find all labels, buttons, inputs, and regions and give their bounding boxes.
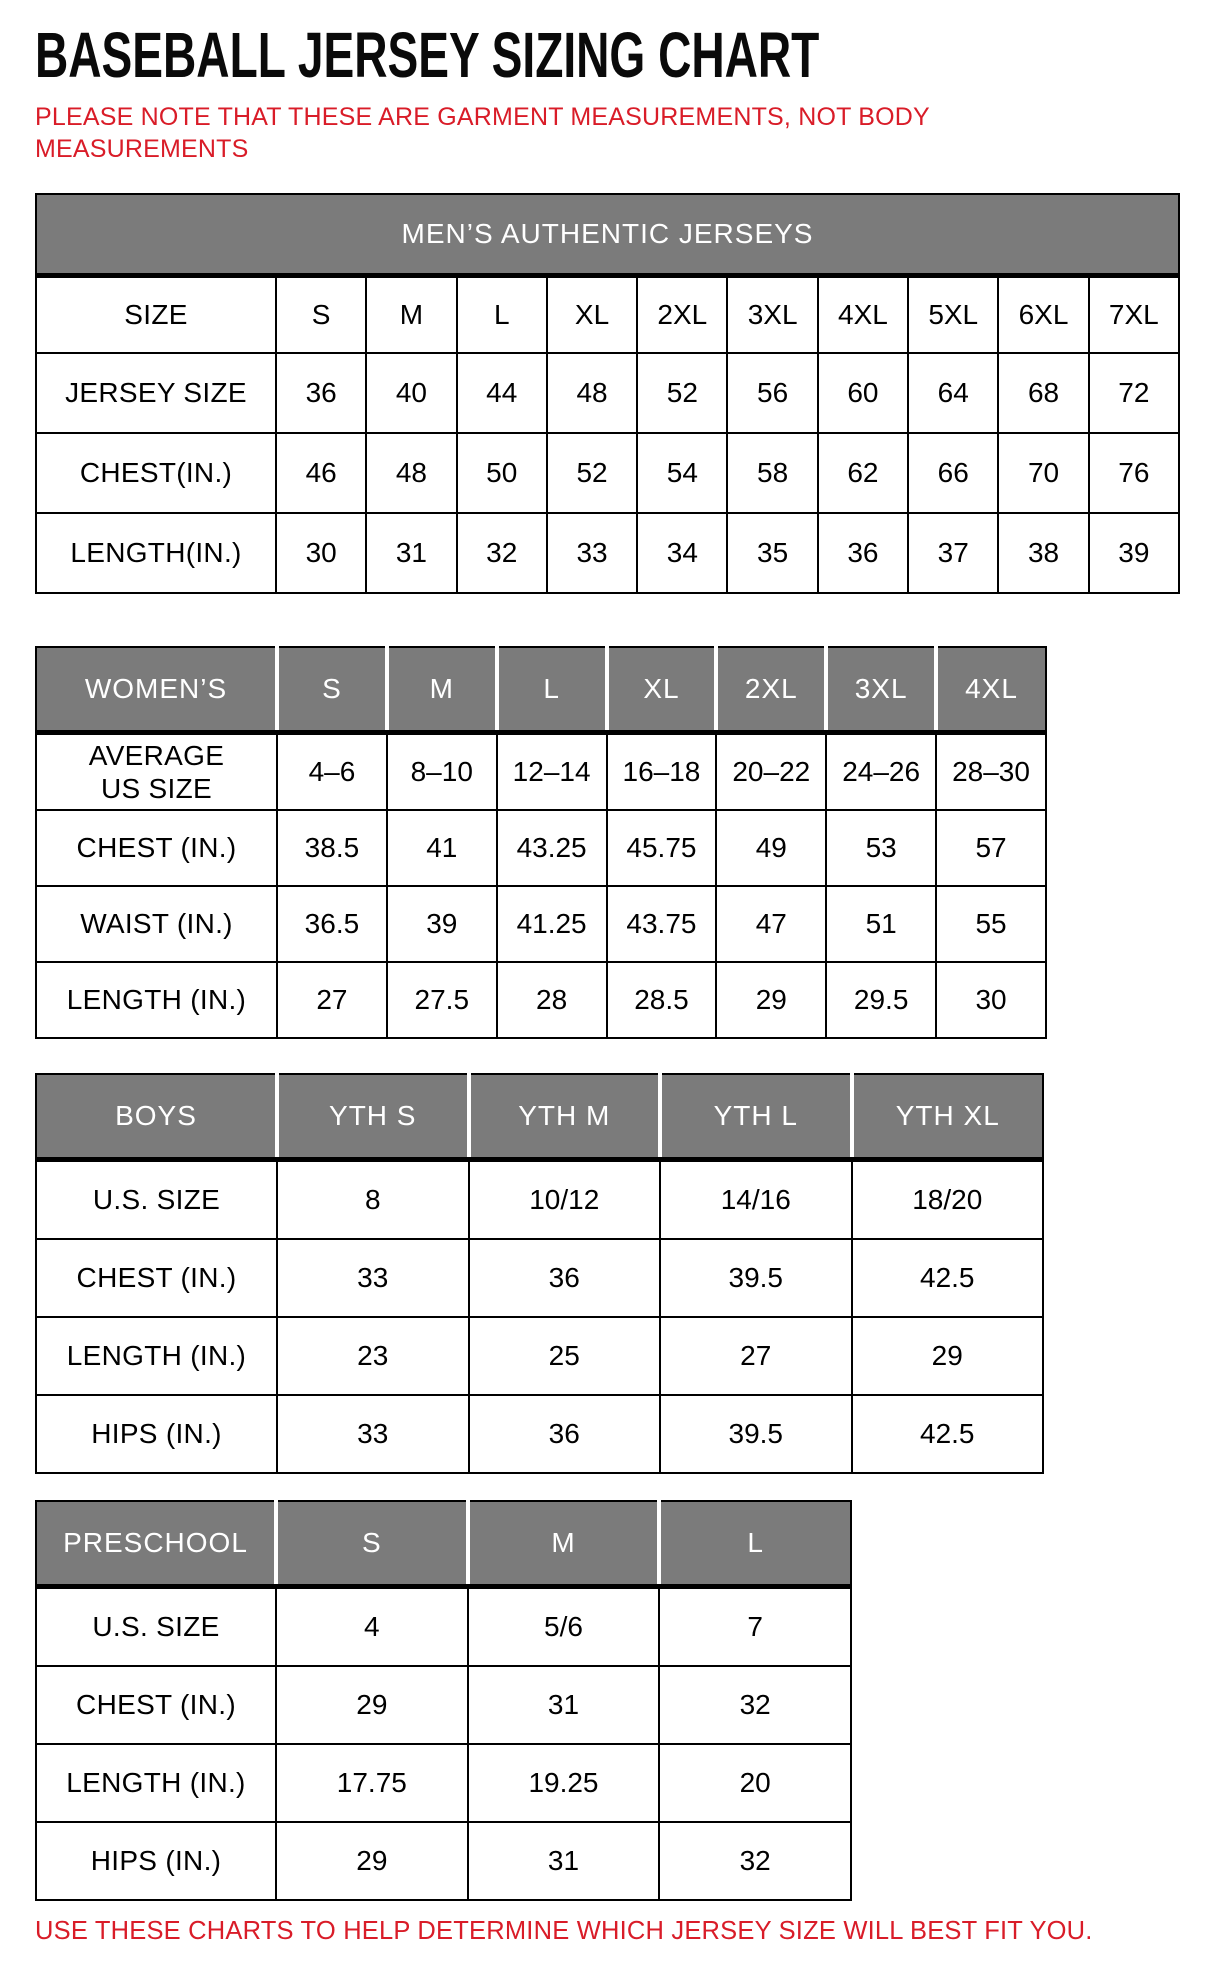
column-header: L (497, 647, 607, 733)
value-cell: 39.5 (660, 1395, 852, 1473)
value-cell: 24–26 (826, 733, 936, 811)
value-cell: 57 (936, 810, 1046, 886)
value-cell: 38.5 (277, 810, 387, 886)
value-cell: 40 (366, 353, 456, 433)
value-cell: 42.5 (852, 1395, 1044, 1473)
value-cell: 35 (727, 513, 817, 593)
column-header: YTH L (660, 1074, 852, 1160)
page-title: BASEBALL JERSEY SIZING CHART (35, 19, 820, 91)
row-label: HIPS (IN.) (36, 1822, 276, 1900)
mens-length-row (36, 513, 1179, 593)
row-label: U.S. SIZE (36, 1160, 277, 1240)
value-cell: 47 (716, 886, 826, 962)
value-cell: 32 (457, 513, 547, 593)
value-cell: 76 (1089, 433, 1179, 513)
row-label: LENGTH (IN.) (36, 962, 277, 1038)
column-header: L (659, 1501, 851, 1587)
value-cell: 51 (826, 886, 936, 962)
value-cell: 36 (469, 1395, 661, 1473)
value-cell: 66 (908, 433, 998, 513)
value-cell: 39 (1089, 513, 1179, 593)
column-header: 7XL (1089, 276, 1179, 354)
mens-column-header-row (36, 276, 1179, 354)
value-cell: 29 (716, 962, 826, 1038)
value-cell: 68 (998, 353, 1088, 433)
value-cell: 60 (818, 353, 908, 433)
value-cell: 58 (727, 433, 817, 513)
value-cell: 50 (457, 433, 547, 513)
row-label: CHEST (IN.) (36, 1239, 277, 1317)
row-label-text: AVERAGE US SIZE (88, 739, 225, 805)
value-cell: 36 (276, 353, 366, 433)
preschool-banner: PRESCHOOL (36, 1501, 276, 1587)
mens-banner: MEN’S AUTHENTIC JERSEYS (36, 194, 1179, 276)
value-cell: 72 (1089, 353, 1179, 433)
value-cell: 14/16 (660, 1160, 852, 1240)
boys-length-row (36, 1317, 1043, 1395)
row-label: CHEST (IN.) (36, 1666, 276, 1744)
value-cell: 44 (457, 353, 547, 433)
value-cell: 28 (497, 962, 607, 1038)
value-cell: 5/6 (468, 1587, 660, 1667)
value-cell: 48 (547, 353, 637, 433)
womens-waist-row (36, 886, 1046, 962)
value-cell: 41 (387, 810, 497, 886)
value-cell: 43.75 (607, 886, 717, 962)
value-cell: 18/20 (852, 1160, 1044, 1240)
value-cell: 45.75 (607, 810, 717, 886)
value-cell: 12–14 (497, 733, 607, 811)
row-label: HIPS (IN.) (36, 1395, 277, 1473)
value-cell: 29.5 (826, 962, 936, 1038)
value-cell: 55 (936, 886, 1046, 962)
value-cell: 32 (659, 1822, 851, 1900)
value-cell: 19.25 (468, 1744, 660, 1822)
value-cell: 20 (659, 1744, 851, 1822)
mens-chest-row (36, 433, 1179, 513)
mens-jersey-size-row (36, 353, 1179, 433)
value-cell: 30 (276, 513, 366, 593)
value-cell: 62 (818, 433, 908, 513)
column-header: 4XL (818, 276, 908, 354)
row-label: CHEST(IN.) (36, 433, 276, 513)
column-header: S (277, 647, 387, 733)
value-cell: 39.5 (660, 1239, 852, 1317)
column-header: 4XL (936, 647, 1046, 733)
value-cell: 36 (469, 1239, 661, 1317)
row-label: LENGTH (IN.) (36, 1744, 276, 1822)
value-cell: 54 (637, 433, 727, 513)
value-cell: 70 (998, 433, 1088, 513)
value-cell: 31 (366, 513, 456, 593)
value-cell: 33 (547, 513, 637, 593)
column-header: 2XL (637, 276, 727, 354)
value-cell: 29 (852, 1317, 1044, 1395)
row-label: JERSEY SIZE (36, 353, 276, 433)
preschool-us-size-row (36, 1587, 851, 1667)
value-cell: 4–6 (277, 733, 387, 811)
mens-sizing-table (35, 193, 1180, 594)
row-label: WAIST (IN.) (36, 886, 277, 962)
row-label: U.S. SIZE (36, 1587, 276, 1667)
value-cell: 36 (818, 513, 908, 593)
value-cell: 33 (277, 1395, 469, 1473)
value-cell: 41.25 (497, 886, 607, 962)
column-header: YTH M (469, 1074, 661, 1160)
value-cell: 38 (998, 513, 1088, 593)
row-label: LENGTH(IN.) (36, 513, 276, 593)
value-cell: 8–10 (387, 733, 497, 811)
column-header: 3XL (727, 276, 817, 354)
preschool-hips-row (36, 1822, 851, 1900)
column-header: L (457, 276, 547, 354)
value-cell: 48 (366, 433, 456, 513)
value-cell: 49 (716, 810, 826, 886)
preschool-banner-row (36, 1501, 851, 1587)
garment-note-line-1: PLEASE NOTE THAT THESE ARE GARMENT MEASUREMENTS, NOT BODY (35, 103, 930, 132)
column-header: 6XL (998, 276, 1088, 354)
value-cell: 27.5 (387, 962, 497, 1038)
value-cell: 23 (277, 1317, 469, 1395)
value-cell: 56 (727, 353, 817, 433)
value-cell: 17.75 (276, 1744, 468, 1822)
boys-chest-row (36, 1239, 1043, 1317)
value-cell: 53 (826, 810, 936, 886)
footer-note: USE THESE CHARTS TO HELP DETERMINE WHICH JERSEY SIZE WILL BEST FIT YOU. (35, 1917, 1093, 1946)
preschool-length-row (36, 1744, 851, 1822)
column-header: S (276, 1501, 468, 1587)
column-header: XL (607, 647, 717, 733)
womens-length-row (36, 962, 1046, 1038)
value-cell: 25 (469, 1317, 661, 1395)
value-cell: 46 (276, 433, 366, 513)
value-cell: 31 (468, 1822, 660, 1900)
value-cell: 27 (277, 962, 387, 1038)
row-label (36, 733, 277, 811)
garment-note (35, 101, 1185, 165)
value-cell: 16–18 (607, 733, 717, 811)
preschool-sizing-table (35, 1500, 852, 1901)
value-cell: 64 (908, 353, 998, 433)
womens-banner-row (36, 647, 1046, 733)
column-header: 3XL (826, 647, 936, 733)
value-cell: 31 (468, 1666, 660, 1744)
value-cell: 28.5 (607, 962, 717, 1038)
value-cell: 30 (936, 962, 1046, 1038)
value-cell: 27 (660, 1317, 852, 1395)
value-cell: 36.5 (277, 886, 387, 962)
column-header: XL (547, 276, 637, 354)
value-cell: 33 (277, 1239, 469, 1317)
mens-banner-row (36, 194, 1179, 276)
value-cell: 42.5 (852, 1239, 1044, 1317)
column-header: M (366, 276, 456, 354)
value-cell: 37 (908, 513, 998, 593)
preschool-chest-row (36, 1666, 851, 1744)
column-header: YTH S (277, 1074, 469, 1160)
value-cell: 43.25 (497, 810, 607, 886)
boys-us-size-row (36, 1160, 1043, 1240)
value-cell: 7 (659, 1587, 851, 1667)
column-header: YTH XL (852, 1074, 1044, 1160)
boys-hips-row (36, 1395, 1043, 1473)
value-cell: 39 (387, 886, 497, 962)
value-cell: 52 (637, 353, 727, 433)
value-cell: 20–22 (716, 733, 826, 811)
boys-sizing-table (35, 1073, 1044, 1474)
value-cell: 10/12 (469, 1160, 661, 1240)
column-header: S (276, 276, 366, 354)
value-cell: 29 (276, 1666, 468, 1744)
womens-chest-row (36, 810, 1046, 886)
value-cell: 4 (276, 1587, 468, 1667)
column-header-size: SIZE (36, 276, 276, 354)
column-header: 2XL (716, 647, 826, 733)
womens-us-size-row (36, 733, 1046, 811)
value-cell: 34 (637, 513, 727, 593)
womens-banner: WOMEN’S (36, 647, 277, 733)
value-cell: 32 (659, 1666, 851, 1744)
column-header: M (387, 647, 497, 733)
boys-banner-row (36, 1074, 1043, 1160)
column-header: 5XL (908, 276, 998, 354)
column-header: M (468, 1501, 660, 1587)
value-cell: 52 (547, 433, 637, 513)
value-cell: 28–30 (936, 733, 1046, 811)
value-cell: 29 (276, 1822, 468, 1900)
boys-banner: BOYS (36, 1074, 277, 1160)
row-label: CHEST (IN.) (36, 810, 277, 886)
row-label: LENGTH (IN.) (36, 1317, 277, 1395)
garment-note-line-2: MEASUREMENTS (35, 135, 249, 164)
womens-sizing-table (35, 646, 1047, 1039)
value-cell: 8 (277, 1160, 469, 1240)
